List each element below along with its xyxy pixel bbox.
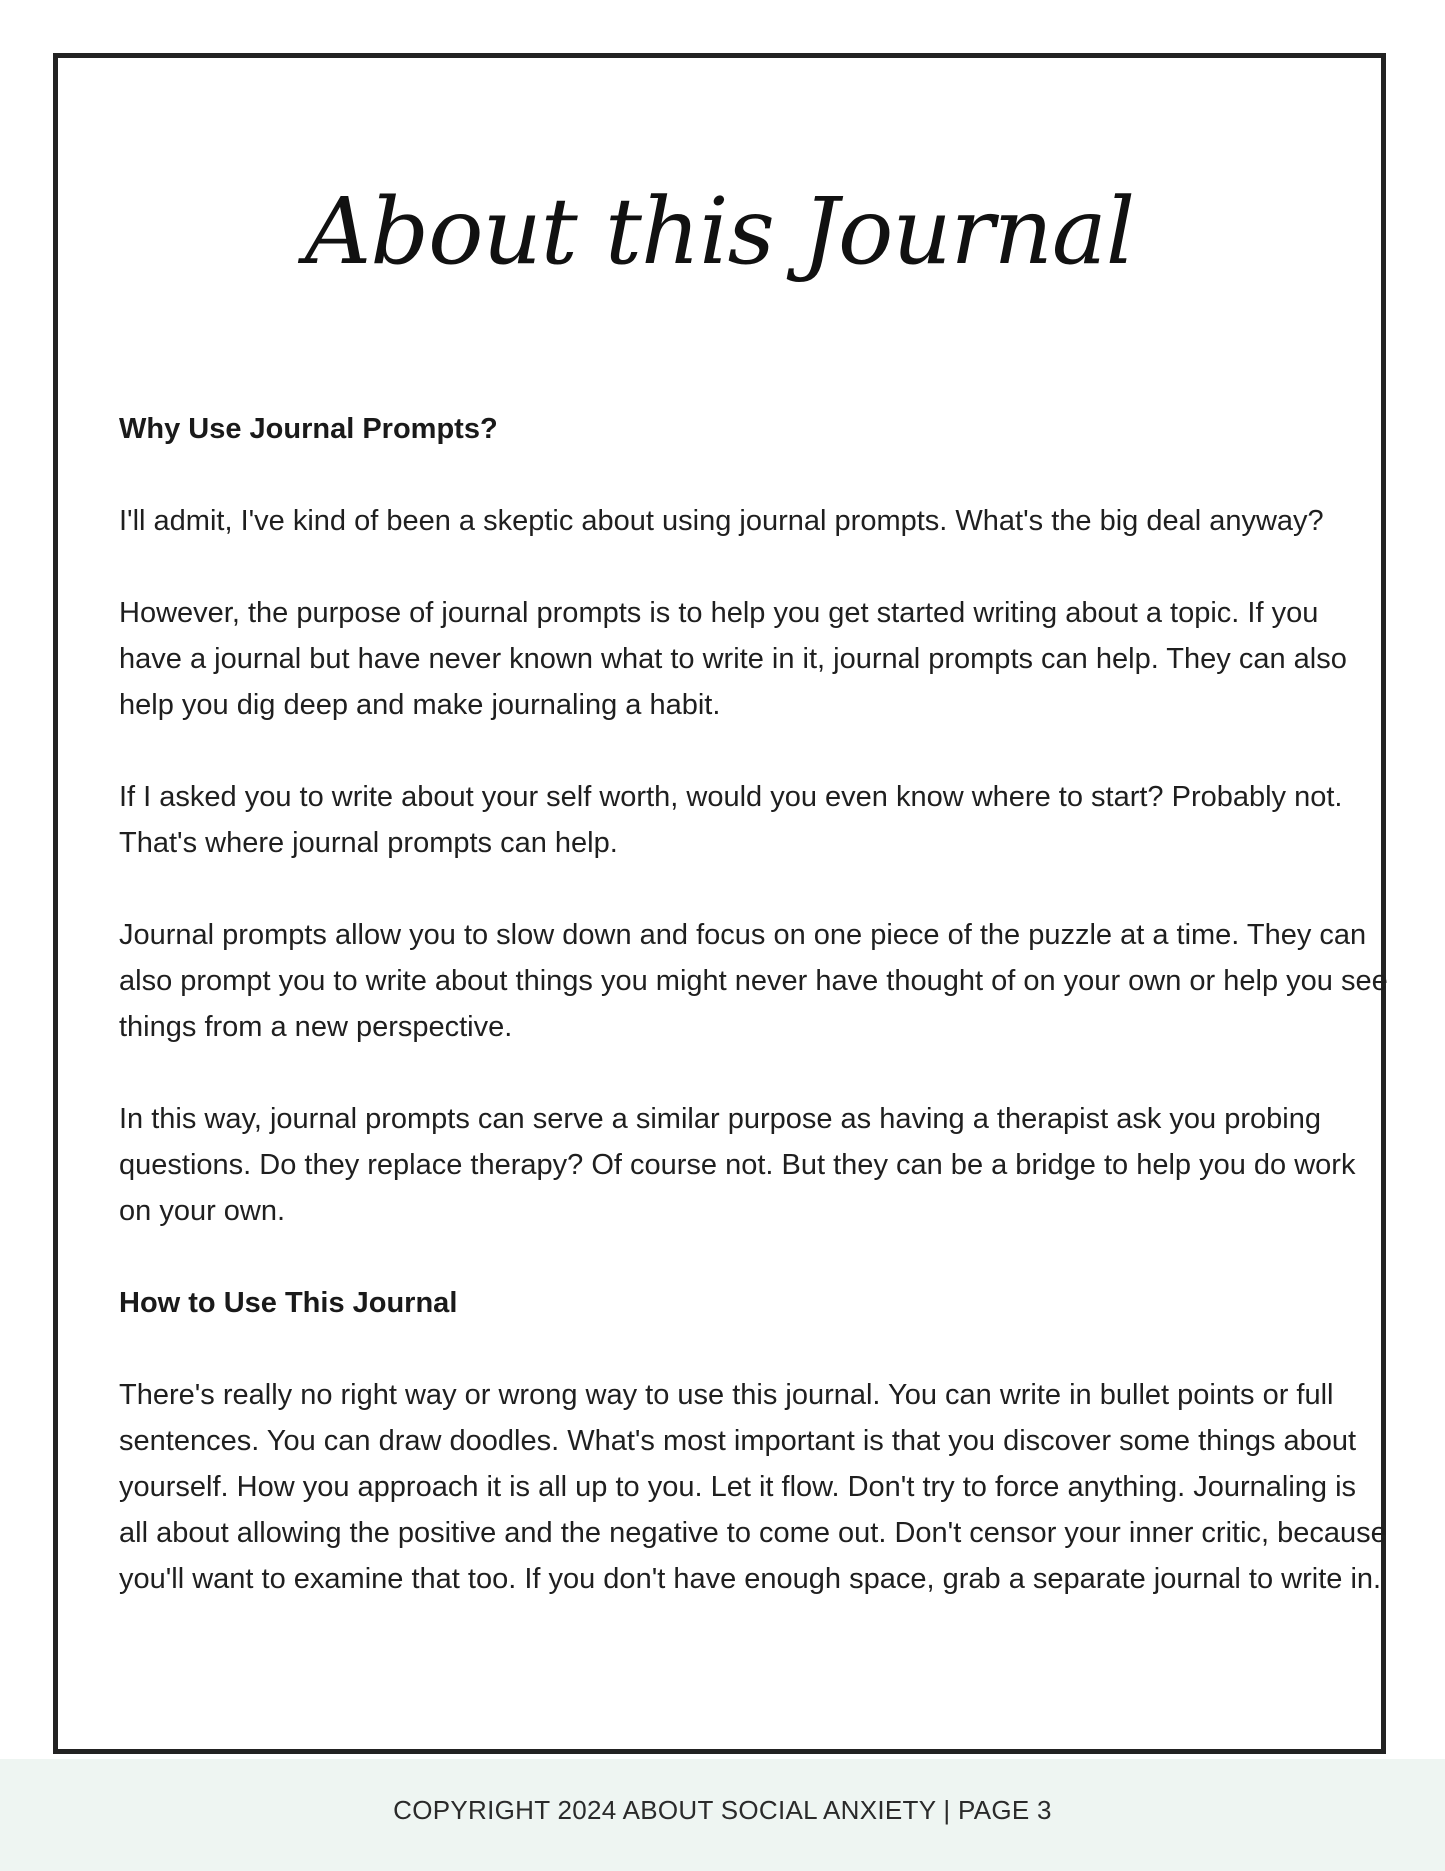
footer-copyright: COPYRIGHT 2024 ABOUT SOCIAL ANXIETY | PAGE 3 [393,1795,1052,1825]
paragraph: However, the purpose of journal prompts is to help you get started writing about a topic. If you have a journal but have never known what to write in it, journal prompts can help. They can also help you dig deep and make journaling a habit. [119,597,1347,721]
footer-band [0,1759,1445,1871]
page-content [119,406,1389,1602]
paragraph: I'll admit, I've kind of been a skeptic about using journal prompts. What's the big deal anyway? [119,505,1324,537]
paragraph: There's really no right way or wrong way to use this journal. You can write in bullet points or full sentences. You can draw doodles. What's most important is that you discover some things about yourself. How you approach it is all up to you. Let it flow. Don't try to force anything. Journaling is all about allowing the positive and the negative to come out. Don't censor your inner critic, because you'll want to examine that too. If you don't have enough space, grab a separate journal to write in. [119,1379,1387,1595]
spacer [119,452,1389,498]
section-heading-how: How to Use This Journal [119,1287,458,1319]
page-title: About this Journal [304,178,1135,285]
paragraph: Journal prompts allow you to slow down and focus on one piece of the puzzle at a time. They can also prompt you to write about things you might never have thought of on your own or help you see things from a new perspective. [119,919,1388,1043]
spacer [119,1234,1389,1280]
paragraph: In this way, journal prompts can serve a similar purpose as having a therapist ask you probing questions. Do they replace therapy? Of course not. But they can be a bridge to help you do work on your own. [119,1103,1356,1227]
spacer [119,866,1389,912]
spacer [119,1326,1389,1372]
spacer [119,728,1389,774]
spacer [119,1050,1389,1096]
spacer [119,544,1389,590]
section-heading-why: Why Use Journal Prompts? [119,413,498,445]
paragraph: If I asked you to write about your self worth, would you even know where to start? Probably not. That's where journal prompts can help. [119,781,1343,859]
page-border [53,53,1386,1754]
